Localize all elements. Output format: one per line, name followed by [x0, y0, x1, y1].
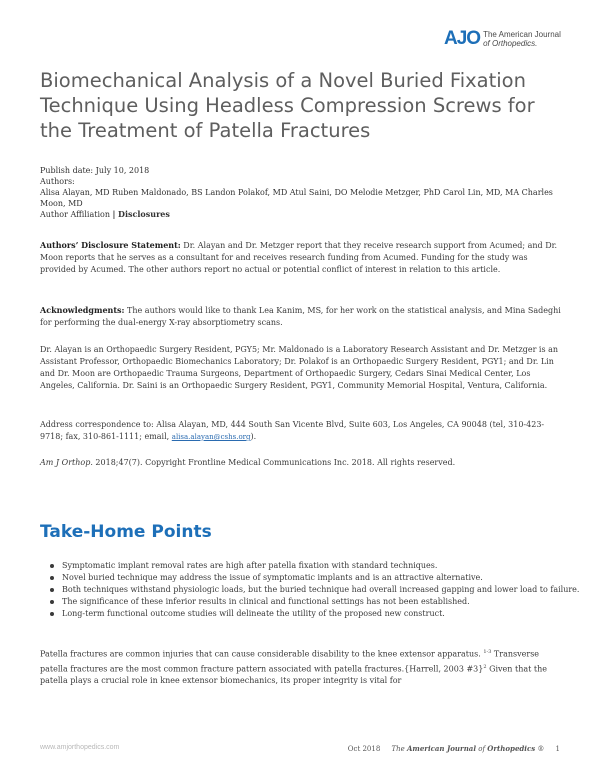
citation	[40, 457, 562, 469]
logo-text	[483, 30, 561, 48]
citation-sup-1: 1-3	[483, 649, 492, 655]
citation-journal: Am J Orthop.	[40, 458, 93, 467]
footer-journal-prefix: The	[391, 745, 407, 753]
article-meta	[40, 165, 560, 220]
list-item: Both techniques withstand physiologic loads, but the buried technique had overall increased gapping and lower load to failure.	[62, 584, 582, 596]
authors-list: Alisa Alayan, MD Ruben Maldonado, BS Landon Polakof, MD Atul Saini, DO Melodie Metzger, PhD Carol Lin, MD, MA Charles Moon, MD	[40, 188, 553, 208]
acknowledgments-text: The authors would like to thank Lea Kanim, MS, for her work on the statistical analysis, and Mina Sadeghi for performing the dual-energy X-ray absorptiometry scans.	[40, 306, 561, 327]
correspondence-end: ).	[250, 432, 257, 441]
footer-journal-name: American Journal	[406, 744, 476, 753]
intro-part-3: Given that the patella plays a crucial role in knee extensor biomechanics, its proper integrity is vital for	[40, 664, 547, 686]
intro-paragraph	[40, 646, 562, 687]
page-footer	[40, 744, 560, 756]
article-title: Biomechanical Analysis of a Novel Buried Fixation Technique Using Headless Compression Screws for the Treatment of Patella Fractures	[40, 69, 535, 142]
list-item: Novel buried technique may address the issue of symptomatic implants and is an attractive alternative.	[62, 572, 582, 584]
separator: |	[112, 209, 116, 219]
authors-label: Authors:	[40, 177, 75, 186]
footer-journal-of: of	[476, 745, 488, 753]
disclosure-text: Dr. Alayan and Dr. Metzger report that they receive research support from Acumed; and Dr. Moon reports that he serves as a consultant for and receives research funding from Acumed. Funding for the study was provided by Acumed. The other authors report no actual or potential conflict of interest in relation to this article.	[40, 241, 558, 274]
footer-url[interactable]: www.amjorthopedics.com	[40, 744, 120, 751]
footer-journal	[391, 745, 535, 753]
citation-sup-2: 2	[483, 663, 487, 670]
list-item: Symptomatic implant removal rates are high after patella fixation with standard techniques.	[62, 560, 582, 572]
take-home-list	[40, 560, 582, 620]
list-item: Long-term functional outcome studies will delineate the utility of the proposed new construct.	[62, 608, 582, 620]
list-item: The significance of these inferior results in clinical and functional settings has not been established.	[62, 596, 582, 608]
intro-part-1: Patella fractures are common injuries that can cause considerable disability to the knee extensor apparatus.	[40, 649, 484, 659]
email-link[interactable]: alisa.alayan@cshs.org	[171, 433, 251, 441]
acknowledgments-label: Acknowledgments:	[40, 305, 125, 315]
logo-line-1: The American Journal	[483, 30, 561, 39]
affiliations: Dr. Alayan is an Orthopaedic Surgery Resident, PGY5; Mr. Maldonado is a Laboratory Research Assistant and Dr. Metzger is an Assistant Professor, Orthopaedic Biomechanics Laboratory; Dr. Polakof is an Orthopaedic Surgery Resident, PGY1; and Dr. Lin and Dr. Moon are Orthopaedic Trauma Surgeons, Department of Orthopaedic Surgery, Cedars Sinai Medical Center, Los Angeles, California. Dr. Saini is an Orthopaedic Surgery Resident, PGY1, Community Memorial Hospital, Ventura, California.	[40, 345, 559, 390]
intro-part-2: Transverse patella fractures are the most common fracture pattern associated with patella fractures.{Harrell, 2003 #3}	[40, 649, 540, 674]
footer-journal-suffix: Orthopedics	[487, 744, 536, 753]
disclosure-label: Authors’ Disclosure Statement:	[40, 240, 181, 250]
correspondence-text: Address correspondence to: Alisa Alayan, MD, 444 South San Vicente Blvd, Suite 603, Los Angeles, CA 90048 (tel, 310-423-9718; fax, 310-861-1111; email,	[40, 420, 545, 441]
publish-date: Publish date: July 10, 2018	[40, 166, 150, 175]
take-home-title: Take-Home Points	[40, 522, 212, 542]
acknowledgments	[40, 304, 562, 329]
footer-right	[348, 744, 560, 753]
disclosure-statement	[40, 239, 562, 276]
logo-mark: AJO	[444, 28, 481, 49]
disclosures-link[interactable]: Disclosures	[118, 209, 170, 219]
affiliation-row	[40, 209, 560, 220]
logo-line-2: of Orthopedics.	[483, 39, 538, 48]
author-affiliation-link[interactable]: Author Affiliation	[40, 210, 110, 219]
footer-date: Oct 2018	[347, 745, 381, 753]
citation-text: 2018;47(7). Copyright Frontline Medical Communications Inc. 2018. All rights reserved.	[92, 458, 456, 467]
footer-copyright: ®	[537, 745, 545, 753]
journal-logo	[444, 28, 561, 50]
page-number: 1	[555, 745, 560, 753]
correspondence	[40, 419, 562, 443]
